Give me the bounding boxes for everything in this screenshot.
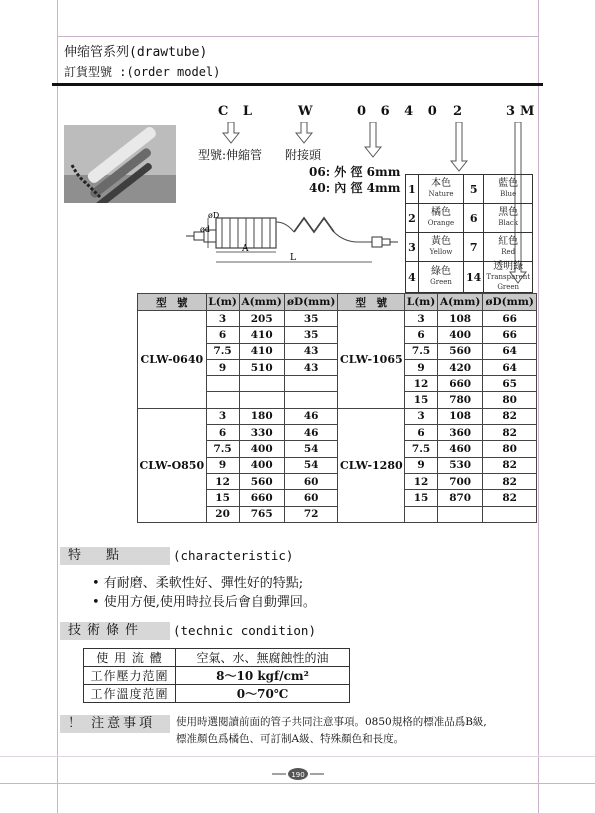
spec-cell: 9 [206, 457, 239, 473]
spec-cell: 46 [284, 408, 338, 424]
spec-cell: 7.5 [206, 343, 239, 359]
technic-row [84, 649, 350, 667]
code-part-size: 0 6 4 0 [357, 104, 442, 119]
notice-text [176, 714, 546, 748]
spec-header-cell: A(mm) [438, 294, 483, 311]
spec-cell: 35 [284, 311, 338, 327]
spec-cell: 15 [206, 490, 239, 506]
arrow-down-icon [364, 122, 382, 158]
spec-cell [483, 506, 537, 522]
spec-cell: 43 [284, 359, 338, 375]
spec-header-cell: L(m) [405, 294, 438, 311]
label-size-40: 40: 內 徑 4mm [309, 181, 401, 195]
frame-line-footer [0, 783, 595, 784]
spec-cell: 82 [483, 490, 537, 506]
color-en: Nature [428, 190, 454, 198]
spec-cell [206, 392, 239, 408]
spec-cell: 15 [405, 490, 438, 506]
spec-cell: 360 [438, 425, 483, 441]
color-zh: 紅色 [498, 236, 519, 247]
frame-line-top [57, 36, 539, 37]
spec-cell: 43 [284, 343, 338, 359]
color-en: Green [430, 278, 452, 286]
spec-model-right: CLW-1280 [338, 408, 405, 522]
spec-header-cell: øD(mm) [284, 294, 338, 311]
spec-cell: 765 [239, 506, 284, 522]
frame-line-right [538, 0, 539, 813]
technic-row [84, 685, 350, 703]
spec-cell: 80 [483, 441, 537, 457]
notice-line: 標准顏色爲橘色、可訂制A級、特殊顏色和長度。 [176, 733, 405, 745]
code-part-cl: C L [218, 104, 258, 119]
spec-cell: 66 [483, 311, 537, 327]
spec-cell: 420 [438, 359, 483, 375]
spec-cell: 400 [438, 327, 483, 343]
color-zh: 綠色 [431, 266, 451, 277]
color-en: Red [501, 248, 516, 256]
spec-model-right: CLW-1065 [338, 311, 405, 409]
color-zh: 14 [466, 270, 482, 284]
color-zh: 透明綠 [493, 261, 524, 272]
arrow-down-icon [450, 122, 468, 172]
color-row [406, 233, 533, 262]
spec-cell: 108 [438, 311, 483, 327]
color-number [406, 175, 419, 204]
color-en: Blue [500, 190, 517, 198]
technic-key: 使 用 流 體 [84, 649, 176, 667]
color-name [484, 175, 533, 204]
page-subtitle: 訂貨型號 :(order model) [64, 65, 221, 79]
color-en: Yellow [429, 248, 453, 256]
spec-cell [206, 376, 239, 392]
spec-cell [239, 392, 284, 408]
label-d: ød [200, 225, 210, 234]
label-with-fitting: 附接頭 [285, 148, 322, 162]
spec-cell: 108 [438, 408, 483, 424]
code-part-w: W [298, 104, 318, 119]
spec-cell: 560 [239, 473, 284, 489]
arrow-down-icon [295, 122, 313, 144]
spec-cell: 54 [284, 441, 338, 457]
spec-cell: 64 [483, 343, 537, 359]
spec-cell: 7.5 [405, 343, 438, 359]
characteristic-item: • 使用方便,使用時拉長后會自動彈回。 [92, 595, 316, 610]
color-number [406, 233, 419, 262]
spec-cell: 82 [483, 425, 537, 441]
spec-cell: 530 [438, 457, 483, 473]
color-zh: 3 [408, 240, 416, 254]
color-zh: 5 [469, 182, 478, 196]
color-row [406, 175, 533, 204]
spec-cell: 7.5 [405, 441, 438, 457]
label-D: øD [208, 211, 220, 220]
frame-line-left [57, 0, 58, 813]
spec-cell: 20 [206, 506, 239, 522]
technic-key: 工作溫度范圍 [84, 685, 176, 703]
color-name [419, 233, 464, 262]
color-name [419, 204, 464, 233]
spec-cell [239, 376, 284, 392]
spec-cell: 15 [405, 392, 438, 408]
color-name [484, 204, 533, 233]
spec-cell: 82 [483, 473, 537, 489]
color-number [406, 204, 419, 233]
label-model-drawtube: 型號:伸縮管 [198, 148, 263, 162]
spec-cell [284, 376, 338, 392]
arrow-down-icon [222, 122, 240, 144]
section-heading-characteristic: 特 點 [60, 547, 170, 565]
spec-cell: 660 [239, 490, 284, 506]
spec-row [138, 408, 537, 424]
spec-cell [438, 506, 483, 522]
technic-key: 工作壓力范圍 [84, 667, 176, 685]
section-heading-notice: ！ 注意事項 [60, 715, 170, 733]
spec-cell: 460 [438, 441, 483, 457]
spec-cell: 700 [438, 473, 483, 489]
section-sub-characteristic: (characteristic) [173, 548, 294, 563]
color-row [406, 262, 533, 293]
frame-line-footer-top [0, 756, 595, 757]
spec-cell: 660 [438, 376, 483, 392]
color-code-table [405, 174, 533, 293]
spec-cell: 12 [206, 473, 239, 489]
spec-cell: 330 [239, 425, 284, 441]
spec-cell: 560 [438, 343, 483, 359]
spec-header-cell: L(m) [206, 294, 239, 311]
spec-cell: 410 [239, 327, 284, 343]
spec-cell: 9 [405, 359, 438, 375]
spec-cell [284, 392, 338, 408]
color-zh: 藍色 [498, 178, 519, 189]
color-zh: 4 [408, 270, 416, 284]
spec-cell: 9 [206, 359, 239, 375]
spec-cell: 12 [405, 473, 438, 489]
spec-cell: 80 [483, 392, 537, 408]
spec-cell [405, 506, 438, 522]
spec-cell: 400 [239, 441, 284, 457]
spec-cell: 7.5 [206, 441, 239, 457]
color-name [484, 233, 533, 262]
color-en: Black [498, 219, 519, 227]
technic-table [83, 648, 350, 703]
spec-cell: 9 [405, 457, 438, 473]
spec-cell: 3 [405, 311, 438, 327]
spec-cell: 3 [206, 311, 239, 327]
spec-cell: 66 [483, 327, 537, 343]
page-title: 伸缩管系列(drawtube) [64, 45, 208, 60]
color-number [406, 262, 419, 293]
spec-cell: 510 [239, 359, 284, 375]
color-en: Orange [427, 219, 455, 227]
color-zh: 1 [408, 182, 416, 196]
section-heading-technic: 技術條件 [60, 622, 170, 640]
spec-cell: 82 [483, 457, 537, 473]
spec-cell: 46 [284, 425, 338, 441]
spec-cell: 6 [206, 327, 239, 343]
product-photo [64, 125, 176, 203]
color-zh: 本色 [431, 178, 451, 189]
spec-cell: 180 [239, 408, 284, 424]
spec-cell: 60 [284, 490, 338, 506]
color-zh: 橘色 [431, 207, 451, 218]
page-number-badge [272, 767, 324, 781]
spec-cell: 72 [284, 506, 338, 522]
label-A: A [242, 244, 249, 254]
spec-cell: 410 [239, 343, 284, 359]
color-name [419, 175, 464, 204]
color-row [406, 204, 533, 233]
color-number [464, 204, 484, 233]
spec-cell: 6 [206, 425, 239, 441]
code-part-color: 2 [453, 104, 468, 119]
spec-cell: 60 [284, 473, 338, 489]
spec-header-cell: øD(mm) [483, 294, 537, 311]
title-rule [52, 83, 543, 86]
spec-cell: 3 [206, 408, 239, 424]
technic-value: 8～10 kgf/cm² [176, 667, 350, 685]
spec-cell: 64 [483, 359, 537, 375]
spec-cell: 6 [405, 327, 438, 343]
notice-line: 使用時選閱讀前面的管子共同注意事項。0850規格的標准品爲B級, [176, 716, 487, 728]
spec-table [137, 293, 537, 523]
technic-row [84, 667, 350, 685]
spec-model-left: CLW-0640 [138, 311, 207, 409]
spec-cell: 400 [239, 457, 284, 473]
technic-value: 空氣、水、無腐蝕性的油 [176, 649, 350, 667]
color-name [484, 262, 533, 293]
color-zh: 黃色 [431, 236, 451, 247]
color-number [464, 175, 484, 204]
technic-value: 0～70℃ [176, 685, 350, 703]
color-number [464, 262, 484, 293]
code-part-length: 3M [506, 104, 540, 119]
color-zh: 2 [408, 211, 416, 225]
spec-model-left: CLW-O850 [138, 408, 207, 522]
spec-cell: 870 [438, 490, 483, 506]
spec-cell: 35 [284, 327, 338, 343]
color-zh: 7 [469, 240, 478, 254]
spec-cell: 65 [483, 376, 537, 392]
spec-cell: 780 [438, 392, 483, 408]
spec-cell: 54 [284, 457, 338, 473]
label-L: L [290, 253, 296, 263]
spec-row [138, 311, 537, 327]
section-sub-technic: (technic condition) [173, 623, 316, 638]
spec-header-cell: 型 號 [338, 294, 405, 311]
spec-cell: 82 [483, 408, 537, 424]
spec-header-cell: 型 號 [138, 294, 207, 311]
color-name [419, 262, 464, 293]
spec-cell: 3 [405, 408, 438, 424]
spec-cell: 205 [239, 311, 284, 327]
color-en: Transparent Green [486, 273, 531, 291]
label-size-06: 06: 外 徑 6mm [309, 165, 401, 179]
color-number [464, 233, 484, 262]
spec-header-cell: A(mm) [239, 294, 284, 311]
color-zh: 黑色 [498, 207, 519, 218]
drawtube-diagram [186, 200, 398, 270]
color-zh: 6 [469, 211, 478, 225]
page-number: 190 [291, 771, 305, 779]
characteristic-item: • 有耐磨、柔軟性好、彈性好的特點; [92, 576, 304, 591]
spec-cell: 12 [405, 376, 438, 392]
spec-cell: 6 [405, 425, 438, 441]
